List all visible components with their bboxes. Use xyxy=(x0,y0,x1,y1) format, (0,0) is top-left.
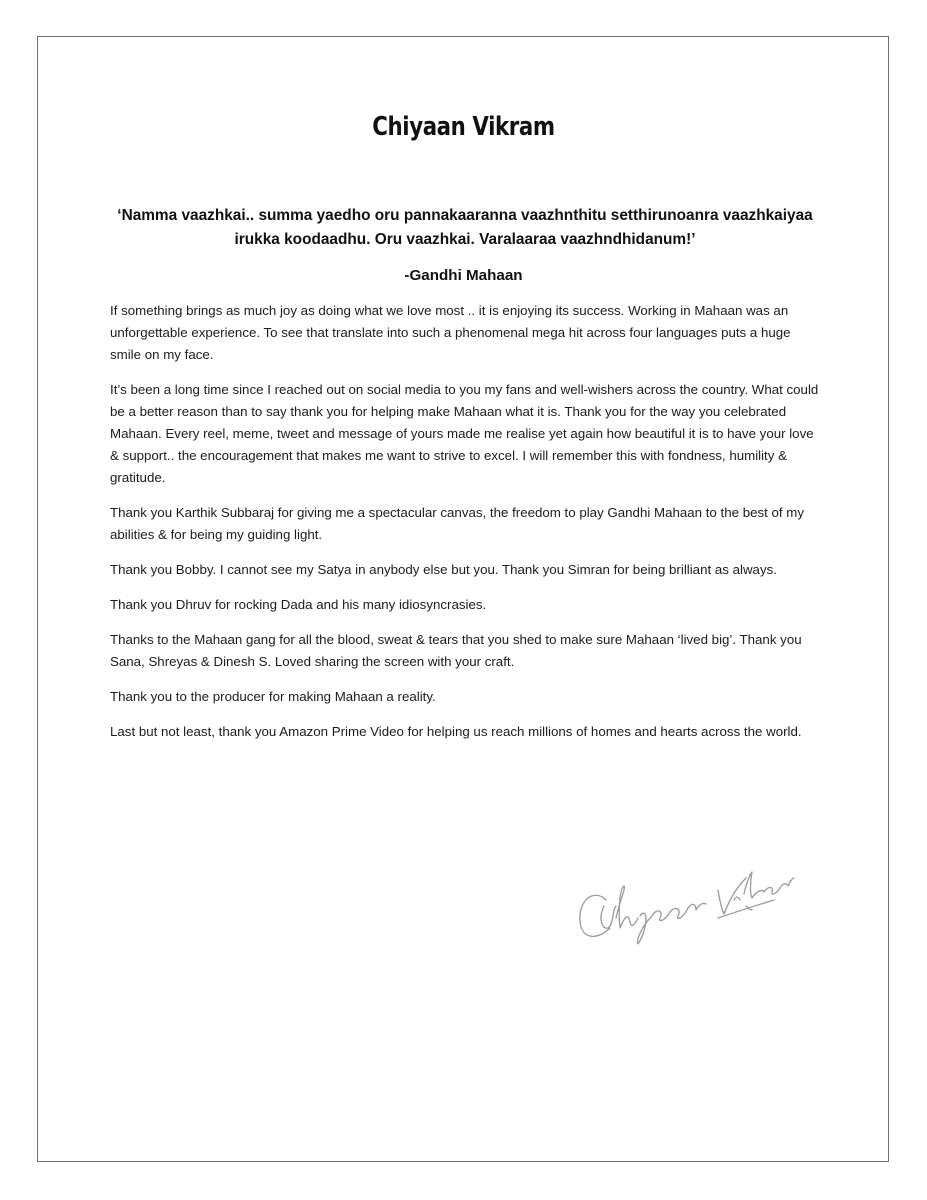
letter-title: Chiyaan Vikram xyxy=(372,112,555,142)
paragraph-fans-thanks: It’s been a long time since I reached out on social media to you my fans and well-wishers across the country. What could be a better reason than to say thank you for helping make Mahaan what it is. Thank you for the way you celebrated Mahaan. Every reel, meme, tweet and message of yours made me realise yet again how beautiful it is to have your love & support.. the encouragement that makes me want to strive to excel. I will remember this with fondness, humility & gratitude. xyxy=(110,382,819,485)
quote-attribution: -Gandhi Mahaan xyxy=(404,267,523,284)
letter-body xyxy=(110,300,825,756)
paragraph-cast-thanks: Thank you Bobby. I cannot see my Satya in anybody else but you. Thank you Simran for being brilliant as always. xyxy=(110,562,777,577)
paragraph-crew-thanks: Thanks to the Mahaan gang for all the blood, sweat & tears that you shed to make sure Mahaan ‘lived big’. Thank you Sana, Shreyas & Dinesh S. Loved sharing the screen with your craft. xyxy=(110,632,802,669)
paragraph-dhruv-thanks: Thank you Dhruv for rocking Dada and his many idiosyncrasies. xyxy=(110,597,487,612)
tamil-quote: ‘Namma vaazhkai.. summa yaedho oru pannakaaranna vaazhnthitu setthirunoanra vaazhkaiyaa irukka koodaadhu. Oru vaazhkai. Varalaaraa vaazhndhidanum!’ xyxy=(117,207,813,248)
handwritten-signature xyxy=(568,848,798,948)
paragraph-streaming-thanks: Last but not least, thank you Amazon Prime Video for helping us reach millions of homes and hearts across the world. xyxy=(110,724,802,739)
paragraph-producer-thanks: Thank you to the producer for making Mahaan a reality. xyxy=(110,689,436,704)
paragraph-director-thanks: Thank you Karthik Subbaraj for giving me a spectacular canvas, the freedom to play Gandhi Mahaan to the best of my abilities & for being my guiding light. xyxy=(110,505,805,542)
paragraph-success: If something brings as much joy as doing what we love most .. it is enjoying its success. Working in Mahaan was an unforgettable experience. To see that translate into such a phenomenal mega hit across four languages puts a huge smile on my face. xyxy=(110,303,791,362)
